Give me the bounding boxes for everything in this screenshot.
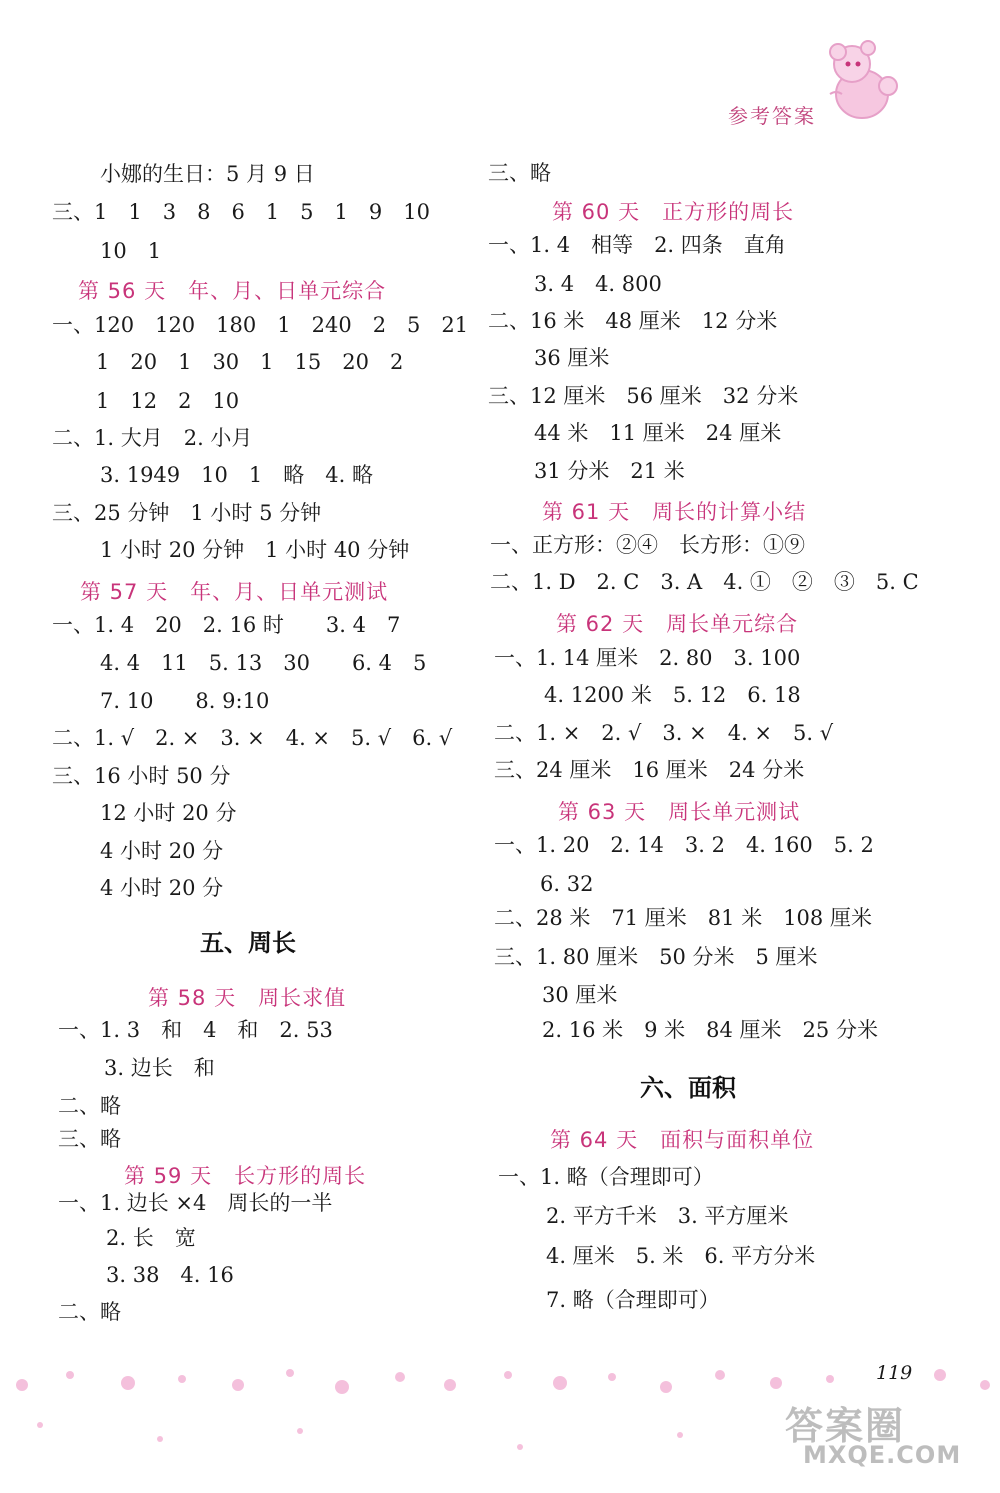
answer-line: 三、16 小时 50 分 (52, 764, 231, 788)
answer-line: 2. 长 宽 (106, 1226, 196, 1250)
section-heading-day-61: 第 61 天 周长的计算小结 (542, 500, 807, 524)
answer-line: 36 厘米 (534, 346, 610, 370)
answer-line: 二、1. 大月 2. 小月 (52, 426, 253, 450)
chapter-heading-6: 六、面积 (640, 1074, 736, 1102)
answer-line: 三、略 (488, 161, 551, 185)
answer-line: 三、25 分钟 1 小时 5 分钟 (52, 501, 322, 525)
answer-line: 4 小时 20 分 (100, 839, 224, 863)
chapter-heading-5: 五、周长 (200, 929, 296, 957)
section-heading-day-56: 第 56 天 年、月、日单元综合 (78, 279, 387, 303)
answer-line: 一、正方形：②④ 长方形：①⑨ (490, 533, 805, 557)
answer-line: 30 厘米 (542, 983, 618, 1007)
answer-line: 一、1. 14 厘米 2. 80 3. 100 (494, 646, 801, 670)
section-heading-day-64: 第 64 天 面积与面积单位 (550, 1128, 815, 1152)
section-heading-day-63: 第 63 天 周长单元测试 (558, 800, 801, 824)
answer-line: 1 小时 20 分钟 1 小时 40 分钟 (100, 538, 410, 562)
cartoon-mascot-icon (818, 34, 902, 130)
answer-line: 一、120 120 180 1 240 2 5 21 (52, 313, 469, 337)
answer-line: 3. 4 4. 800 (534, 272, 662, 296)
section-heading-day-58: 第 58 天 周长求值 (148, 986, 347, 1010)
answer-line: 三、略 (58, 1127, 121, 1151)
answer-line: 7. 略（合理即可） (546, 1288, 720, 1312)
answer-line: 一、1. 略（合理即可） (498, 1165, 714, 1189)
answer-line: 3. 1949 10 1 略 4. 略 (100, 463, 373, 487)
answer-line: 二、1. D 2. C 3. A 4. ① ② ③ 5. C (490, 570, 919, 594)
section-heading-day-60: 第 60 天 正方形的周长 (552, 200, 795, 224)
answer-line: 31 分米 21 米 (534, 459, 685, 483)
answer-line: 4. 4 11 5. 13 30 6. 4 5 (100, 651, 427, 675)
answer-line: 三、24 厘米 16 厘米 24 分米 (494, 758, 805, 782)
answer-line: 4 小时 20 分 (100, 876, 224, 900)
watermark-logo-text: 答案圈 (785, 1404, 906, 1448)
answer-line: 一、1. 20 2. 14 3. 2 4. 160 5. 2 (494, 833, 874, 857)
answer-line: 二、略 (58, 1300, 121, 1324)
section-heading-day-59: 第 59 天 长方形的周长 (124, 1164, 367, 1188)
answer-line: 一、1. 4 20 2. 16 时 3. 4 7 (52, 613, 401, 637)
answer-line: 1 20 1 30 1 15 20 2 (96, 350, 404, 374)
answer-line: 二、略 (58, 1094, 121, 1118)
page-number: 119 (876, 1362, 913, 1384)
answer-line: 小娜的生日：5 月 9 日 (100, 162, 315, 186)
answer-line: 4. 厘米 5. 米 6. 平方分米 (546, 1244, 816, 1268)
answer-line: 4. 1200 米 5. 12 6. 18 (544, 683, 801, 707)
answer-line: 2. 平方千米 3. 平方厘米 (546, 1204, 789, 1228)
answer-line: 一、1. 4 相等 2. 四条 直角 (488, 233, 786, 257)
answer-line: 三、1 1 3 8 6 1 5 1 9 10 (52, 200, 430, 224)
answer-line: 2. 16 米 9 米 84 厘米 25 分米 (542, 1018, 878, 1042)
answer-line: 二、16 米 48 厘米 12 分米 (488, 309, 778, 333)
answer-line: 3. 38 4. 16 (106, 1263, 234, 1287)
answer-line: 44 米 11 厘米 24 厘米 (534, 421, 782, 445)
answer-line: 1 12 2 10 (96, 389, 240, 413)
header-label: 参考答案 (728, 104, 816, 128)
section-heading-day-57: 第 57 天 年、月、日单元测试 (80, 580, 389, 604)
watermark-url: MXQE.COM (803, 1441, 962, 1469)
answer-line: 一、1. 边长 ×4 周长的一半 (58, 1191, 333, 1215)
answer-line: 三、12 厘米 56 厘米 32 分米 (488, 384, 799, 408)
answer-line: 二、1. √ 2. × 3. × 4. × 5. √ 6. √ (52, 726, 453, 750)
section-heading-day-62: 第 62 天 周长单元综合 (556, 612, 799, 636)
answer-line: 一、1. 3 和 4 和 2. 53 (58, 1018, 333, 1042)
answer-line: 6. 32 (540, 872, 594, 896)
answer-line: 3. 边长 和 (104, 1056, 215, 1080)
answer-line: 二、28 米 71 厘米 81 米 108 厘米 (494, 906, 872, 930)
answer-line: 二、1. × 2. √ 3. × 4. × 5. √ (494, 721, 834, 745)
answer-line: 12 小时 20 分 (100, 801, 237, 825)
answer-line: 7. 10 8. 9:10 (100, 689, 270, 713)
answer-line: 10 1 (100, 239, 162, 263)
answer-line: 三、1. 80 厘米 50 分米 5 厘米 (494, 945, 818, 969)
